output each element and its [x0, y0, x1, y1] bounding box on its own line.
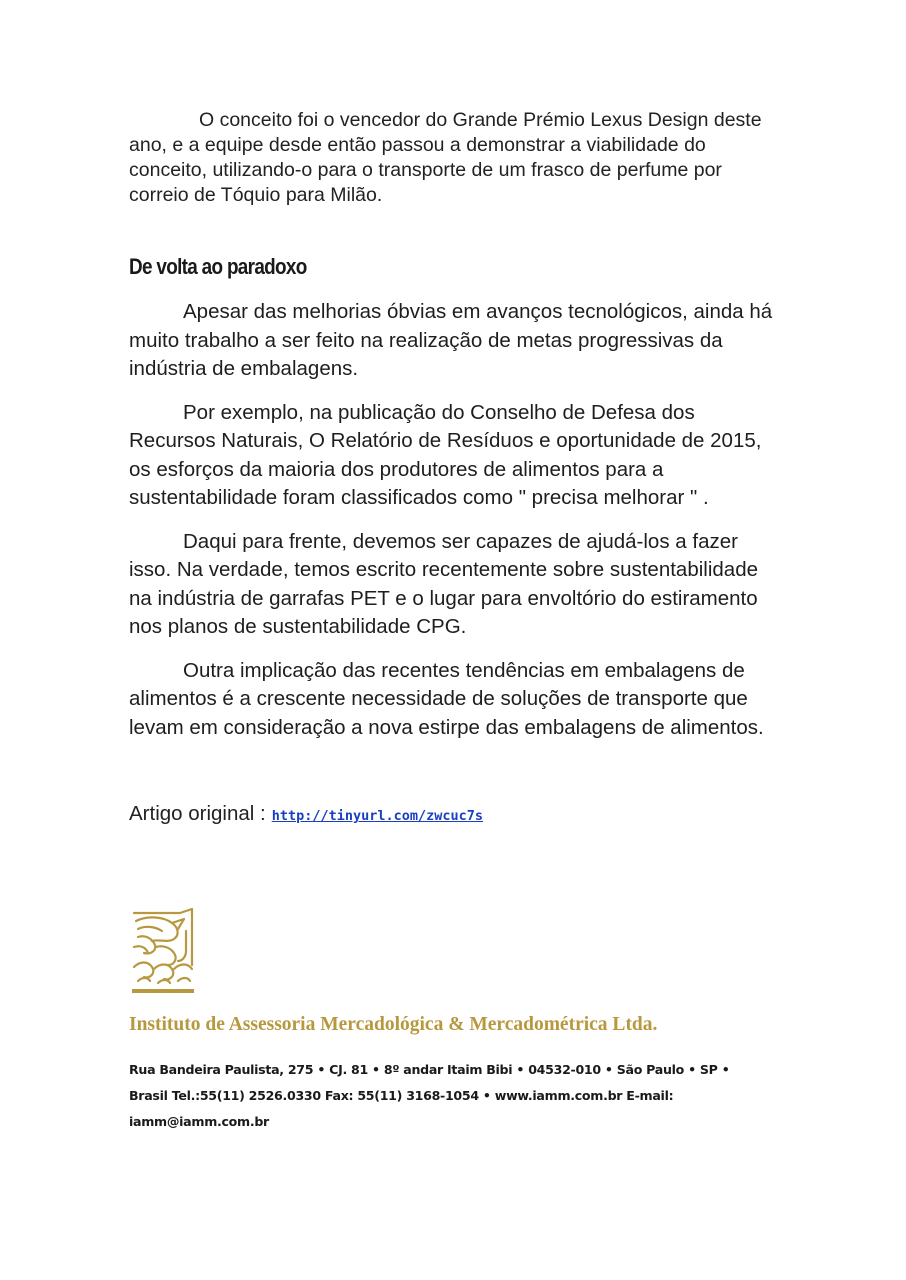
- body-paragraph: Daqui para frente, devemos ser capazes de ajudá-los a fazer isso. Na verdade, temos escrito recentemente sobre sustentabilidade na indústria de garrafas PET e o lugar para envoltório do estiramento nos planos de sustentabilidade CPG.: [129, 529, 759, 638]
- original-article-line: [129, 800, 779, 830]
- company-address: Rua Bandeira Paulista, 275 • CJ. 81 • 8º andar Itaim Bibi • 04532-010 • São Paulo • SP • Brasil Tel.:55(11) 2526.0330 Fax: 55(11) 3168-1054 • www.iamm.com.br E-mail: iamm@iamm.com.br: [129, 1062, 730, 1129]
- company-name: Instituto de Assessoria Mercadológica & Mercadométrica Ltda.: [129, 1014, 658, 1035]
- iamm-griffin-logo-icon: [128, 907, 198, 997]
- original-article-link[interactable]: http://tinyurl.com/zwcuc7s: [271, 808, 484, 824]
- body-paragraph: Por exemplo, na publicação do Conselho de Defesa dos Recursos Naturais, O Relatório de Resíduos e oportunidade de 2015, os esforços da maioria dos produtores de alimentos para a sustentabilidade foram classificados como " precisa melhorar " .: [129, 400, 762, 509]
- section-heading: De volta ao paradoxo: [129, 254, 307, 279]
- document-body: [129, 108, 779, 830]
- body-paragraph: Outra implicação das recentes tendências em embalagens de alimentos é a crescente necessidade de soluções de transporte que levam em consideração a nova estirpe das embalagens de alimentos.: [129, 658, 764, 739]
- intro-paragraph: O conceito foi o vencedor do Grande Prémio Lexus Design deste ano, e a equipe desde então passou a demonstrar a viabilidade do conceito, utilizando-o para o transporte de um frasco de perfume por correio de Tóquio para Milão.: [129, 109, 762, 206]
- original-article-label: Artigo original :: [129, 802, 266, 825]
- body-paragraph: Apesar das melhorias óbvias em avanços tecnológicos, ainda há muito trabalho a ser feito na realização de metas progressivas da indústria de embalagens.: [129, 300, 773, 380]
